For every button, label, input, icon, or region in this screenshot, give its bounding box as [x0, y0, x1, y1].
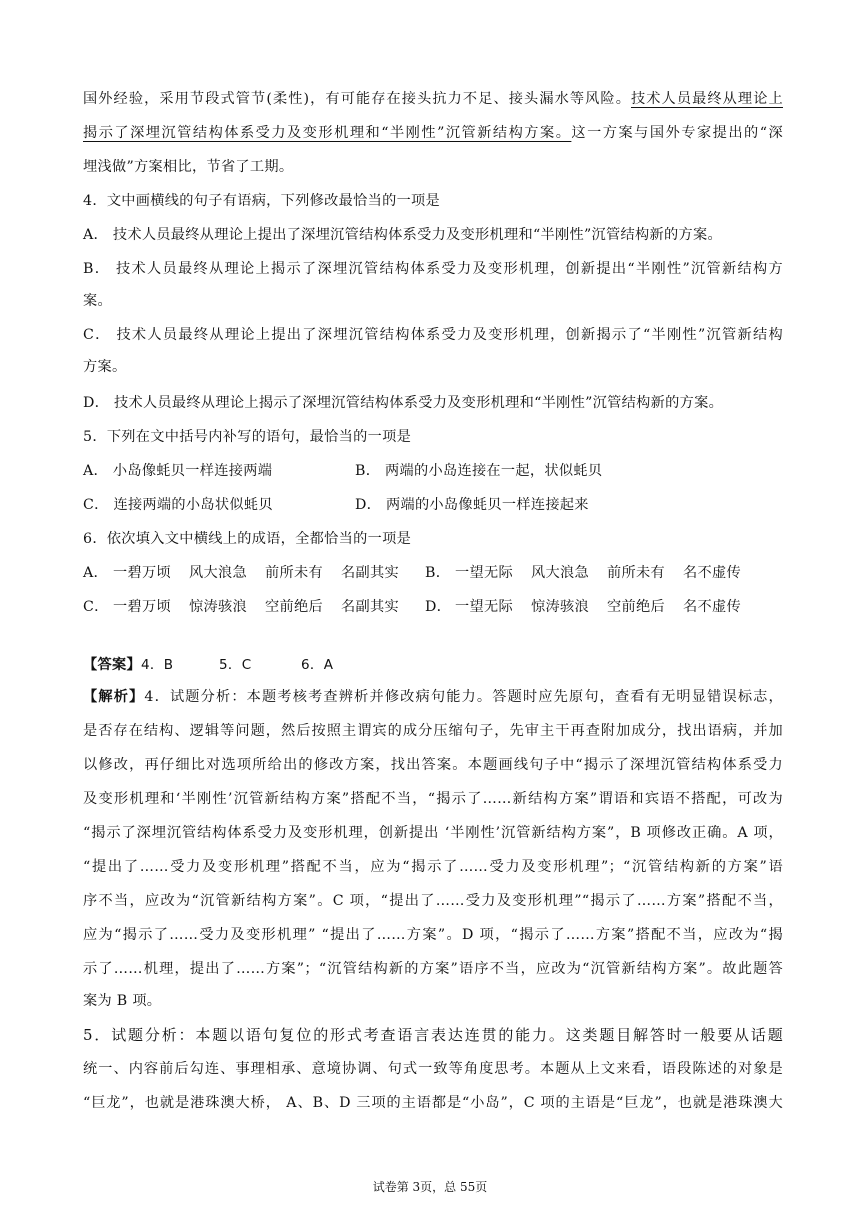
analysis-line-7: 序不当，应改为“沉管新结构方案”。C 项，“提出了……受力及变形机理”“揭示了……方案”搭配不当， [83, 893, 783, 909]
idiom: 名不虚传 [683, 565, 741, 581]
analysis-line-1 [83, 686, 783, 708]
question-6-stem: 6．依次填入文中横线上的成语，全都恰当的一项是 [83, 531, 412, 547]
analysis-line-8: 应为“揭示了……受力及变形机理” “提出了……方案”。D 项，“揭示了……方案”搭配不当，应改为“揭 [83, 927, 783, 943]
analysis-5-line-1: 5．试题分析：本题以语句复位的形式考查语言表达连贯的能力。这类题目解答时一般要从话题 [83, 1026, 783, 1044]
question-4-option-a: A． 技术人员最终从理论上提出了深埋沉管结构体系受力及变形机理和“半刚性”沉管结构新的方案。 [83, 227, 722, 243]
passage-line-3: 埋浅做”方案相比，节省了工期。 [83, 159, 294, 175]
analysis-label: 【解析】 [83, 689, 145, 705]
question-5-option-b: B． 两端的小岛连接在一起，状似蚝贝 [355, 463, 603, 479]
question-4-option-c-cont: 方案。 [83, 359, 127, 375]
option-label: A． [83, 565, 109, 581]
question-4-stem: 4．文中画横线的句子有语病，下列修改最恰当的一项是 [83, 193, 441, 209]
idiom: 前所未有 [607, 565, 665, 581]
analysis-line-10: 案为 B 项。 [83, 993, 162, 1009]
question-5-option-c: C． 连接两端的小岛状似蚝贝 [83, 497, 273, 513]
answer-line [83, 654, 783, 676]
idiom: 惊涛骇浪 [189, 599, 247, 615]
question-4-option-d: D． 技术人员最终从理论上揭示了深埋沉管结构体系受力及变形机理和“半刚性”沉管结构新的方案。 [83, 395, 724, 411]
answer-label: 【答案】 [83, 657, 141, 673]
idiom: 名副其实 [341, 565, 399, 581]
answer-item: 5．C [219, 657, 252, 673]
answer-item: 4．B [141, 657, 174, 673]
underlined-sentence: 技术人员最终从理论上 [630, 91, 783, 107]
idiom: 空前绝后 [607, 599, 665, 615]
analysis-line-3: 以修改，再仔细比对选项所给出的修改方案，找出答案。本题画线句子中“揭示了深埋沉管结构体系受力 [83, 757, 783, 773]
passage-line-1 [83, 88, 783, 110]
idiom: 名不虚传 [683, 599, 741, 615]
question-4-option-b: B． 技术人员最终从理论上揭示了深埋沉管结构体系受力及变形机理，创新提出“半刚性”沉管新结构方 [83, 261, 783, 277]
option-label: D． [425, 599, 452, 615]
idiom: 前所未有 [265, 565, 323, 581]
idiom: 一碧万顷 [113, 599, 171, 615]
option-label: C． [83, 599, 109, 615]
passage-text: 这一方案与国外专家提出的“深 [571, 125, 783, 141]
idiom: 惊涛骇浪 [531, 599, 589, 615]
option-label: B． [425, 565, 451, 581]
question-5-stem: 5．下列在文中括号内补写的语句，最恰当的一项是 [83, 429, 412, 445]
analysis-line-5: “揭示了深埋沉管结构体系受力及变形机理，创新提出 ‘半刚性’沉管新结构方案”，B 项修改正确。A 项， [83, 825, 783, 841]
analysis-5-line-3: “巨龙”，也就是港珠澳大桥， A、B、D 三项的主语都是“小岛”，C 项的主语是“巨龙”，也就是港珠澳大 [83, 1095, 783, 1111]
analysis-line-2: 是否存在结构、逻辑等问题，然后按照主谓宾的成分压缩句子，先审主干再查附加成分，找出语病，并加 [83, 723, 783, 739]
analysis-line-9: 示了……机理，提出了……方案”；“沉管结构新的方案”语序不当，应改为“沉管新结构方案”。故此题答 [83, 961, 783, 977]
question-4-option-c: C． 技术人员最终从理论上提出了深埋沉管结构体系受力及变形机理，创新揭示了“半刚性”沉管新结构 [83, 327, 783, 343]
idiom: 一碧万顷 [113, 565, 171, 581]
idiom: 空前绝后 [265, 599, 323, 615]
idiom: 一望无际 [455, 599, 513, 615]
idiom: 名副其实 [341, 599, 399, 615]
underlined-sentence: 揭示了深埋沉管结构体系受力及变形机理和“半刚性”沉管新结构方案。 [83, 125, 572, 141]
answer-item: 6．A [301, 657, 334, 673]
question-5-option-a: A． 小岛像蚝贝一样连接两端 [83, 463, 273, 479]
page-footer: 试卷第 3页，总 55页 [372, 1180, 488, 1194]
idiom: 风大浪急 [531, 565, 589, 581]
analysis-line-6: “提出了……受力及变形机理”搭配不当，应为“揭示了……受力及变形机理”；“沉管结构新的方案”语 [83, 859, 783, 875]
passage-text: 国外经验，采用节段式管节(柔性)，有可能存在接头抗力不足、接头漏水等风险。 [83, 91, 631, 107]
idiom: 一望无际 [455, 565, 513, 581]
question-4-option-b-cont: 案。 [83, 293, 112, 309]
idiom: 风大浪急 [189, 565, 247, 581]
passage-line-2 [83, 122, 783, 144]
question-5-option-d: D． 两端的小岛像蚝贝一样连接起来 [355, 497, 589, 513]
analysis-5-line-2: 统一、内容前后勾连、事理相承、意境协调、句式一致等角度思考。本题从上文来看，语段陈述的对象是 [83, 1061, 783, 1077]
analysis-text: 4．试题分析：本题考核考查辨析并修改病句能力。答题时应先原句，查看有无明显错误标志， [144, 689, 783, 705]
analysis-line-4: 及变形机理和‘半刚性’沉管新结构方案”搭配不当，“揭示了……新结构方案”谓语和宾语不搭配，可改为 [83, 791, 783, 807]
